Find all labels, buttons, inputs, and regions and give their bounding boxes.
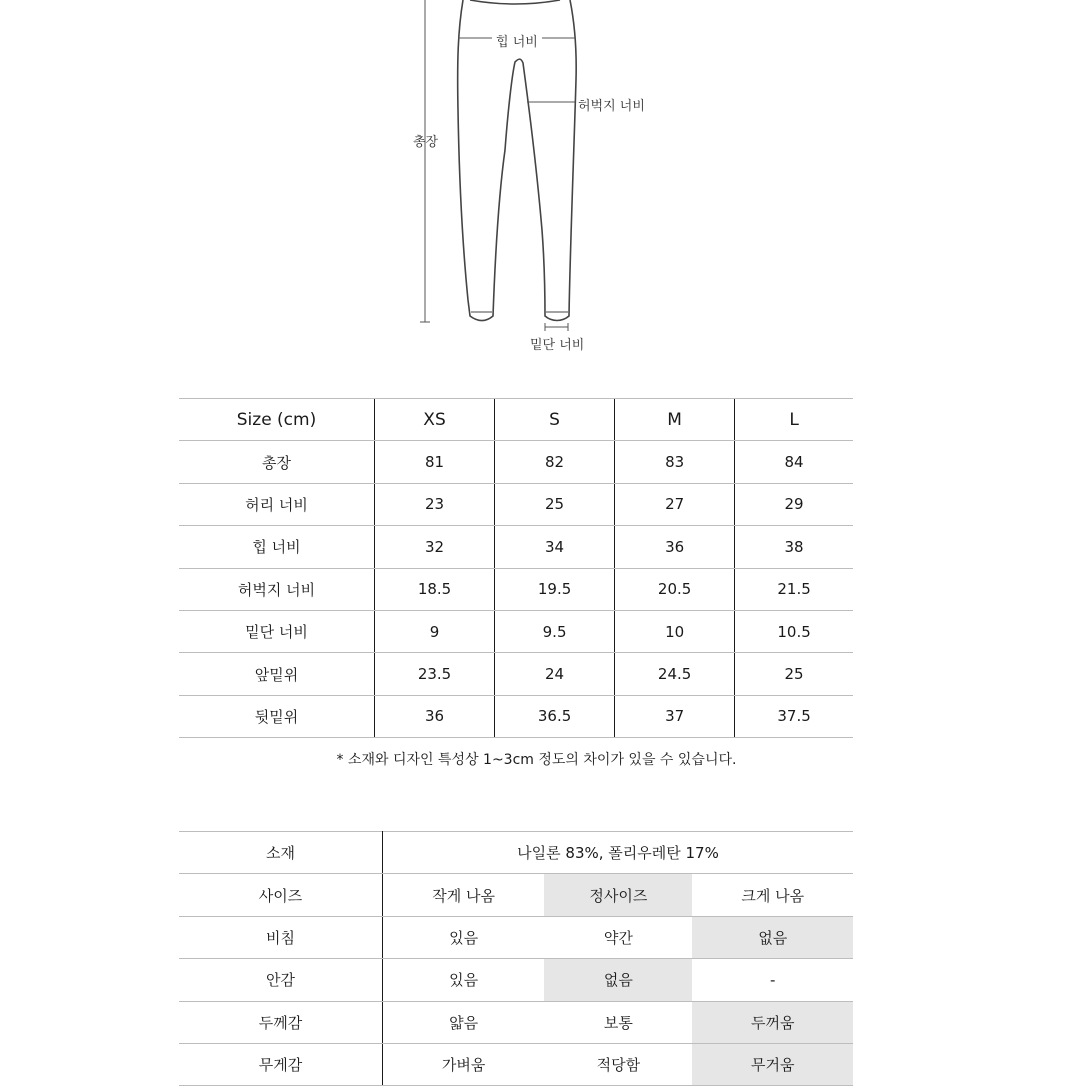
- table-cell: 23: [375, 483, 495, 525]
- table-cell: 82: [495, 441, 615, 483]
- property-row: [179, 1043, 853, 1085]
- size-header-cell: XS: [375, 399, 495, 441]
- row-label: 무게감: [179, 1043, 383, 1085]
- leggings-measurement-diagram: [0, 0, 1073, 370]
- table-cell: 24: [495, 653, 615, 695]
- table-cell: 37.5: [735, 695, 853, 737]
- property-option: 무거움: [692, 1043, 853, 1085]
- property-row: [179, 874, 853, 916]
- property-row: [179, 1001, 853, 1043]
- property-option: 있음: [383, 959, 545, 1001]
- table-cell: 84: [735, 441, 853, 483]
- table-cell: 23.5: [375, 653, 495, 695]
- size-header-cell: L: [735, 399, 853, 441]
- thigh-width-label: 허벅지 너비: [578, 99, 645, 114]
- row-label: 앞밑위: [179, 653, 375, 695]
- table-row: [179, 568, 853, 610]
- table-cell: 34: [495, 526, 615, 568]
- table-cell: 36: [615, 526, 735, 568]
- table-cell: 9: [375, 610, 495, 652]
- property-option: 정사이즈: [544, 874, 692, 916]
- table-cell: 27: [615, 483, 735, 525]
- table-cell: 36: [375, 695, 495, 737]
- table-cell: 36.5: [495, 695, 615, 737]
- table-row: [179, 441, 853, 483]
- property-option: 약간: [544, 916, 692, 958]
- table-cell: 10: [615, 610, 735, 652]
- size-chart-table: [179, 398, 853, 738]
- row-label: 소재: [179, 832, 383, 874]
- row-label: 안감: [179, 959, 383, 1001]
- table-cell: 18.5: [375, 568, 495, 610]
- hip-width-label: 힙 너비: [496, 35, 538, 50]
- size-header-cell: M: [615, 399, 735, 441]
- row-label: 밑단 너비: [179, 610, 375, 652]
- row-label: 두께감: [179, 1001, 383, 1043]
- fabric-properties-table: [179, 831, 853, 1086]
- size-header-cell: S: [495, 399, 615, 441]
- material-row: [179, 832, 853, 874]
- table-row: [179, 695, 853, 737]
- property-option: 두꺼움: [692, 1001, 853, 1043]
- table-cell: 38: [735, 526, 853, 568]
- property-option: 없음: [692, 916, 853, 958]
- material-value: 나일론 83%, 폴리우레탄 17%: [383, 832, 854, 874]
- row-label: 허리 너비: [179, 483, 375, 525]
- property-option: -: [692, 959, 853, 1001]
- total-length-label: 총장: [413, 135, 439, 150]
- table-cell: 10.5: [735, 610, 853, 652]
- property-option: 가벼움: [383, 1043, 545, 1085]
- table-cell: 9.5: [495, 610, 615, 652]
- size-header-row: [179, 399, 853, 441]
- size-disclaimer-note: * 소재와 디자인 특성상 1~3cm 정도의 차이가 있을 수 있습니다.: [336, 752, 737, 768]
- table-cell: 32: [375, 526, 495, 568]
- property-option: 작게 나옴: [383, 874, 545, 916]
- row-label: 힙 너비: [179, 526, 375, 568]
- table-row: [179, 526, 853, 568]
- table-cell: 21.5: [735, 568, 853, 610]
- property-option: 적당함: [544, 1043, 692, 1085]
- size-header-cell: Size (cm): [179, 399, 375, 441]
- property-option: 크게 나옴: [692, 874, 853, 916]
- row-label: 총장: [179, 441, 375, 483]
- table-cell: 20.5: [615, 568, 735, 610]
- row-label: 비침: [179, 916, 383, 958]
- table-cell: 81: [375, 441, 495, 483]
- table-cell: 25: [735, 653, 853, 695]
- row-label: 허벅지 너비: [179, 568, 375, 610]
- table-cell: 37: [615, 695, 735, 737]
- table-row: [179, 483, 853, 525]
- property-row: [179, 959, 853, 1001]
- table-cell: 83: [615, 441, 735, 483]
- table-cell: 25: [495, 483, 615, 525]
- table-row: [179, 610, 853, 652]
- row-label: 뒷밑위: [179, 695, 375, 737]
- table-row: [179, 653, 853, 695]
- table-cell: 29: [735, 483, 853, 525]
- table-cell: 19.5: [495, 568, 615, 610]
- property-option: 있음: [383, 916, 545, 958]
- leggings-illustration: [0, 0, 1073, 370]
- row-label: 사이즈: [179, 874, 383, 916]
- property-option: 없음: [544, 959, 692, 1001]
- property-row: [179, 916, 853, 958]
- property-option: 보통: [544, 1001, 692, 1043]
- hem-width-label: 밑단 너비: [530, 338, 585, 353]
- table-cell: 24.5: [615, 653, 735, 695]
- property-option: 얇음: [383, 1001, 545, 1043]
